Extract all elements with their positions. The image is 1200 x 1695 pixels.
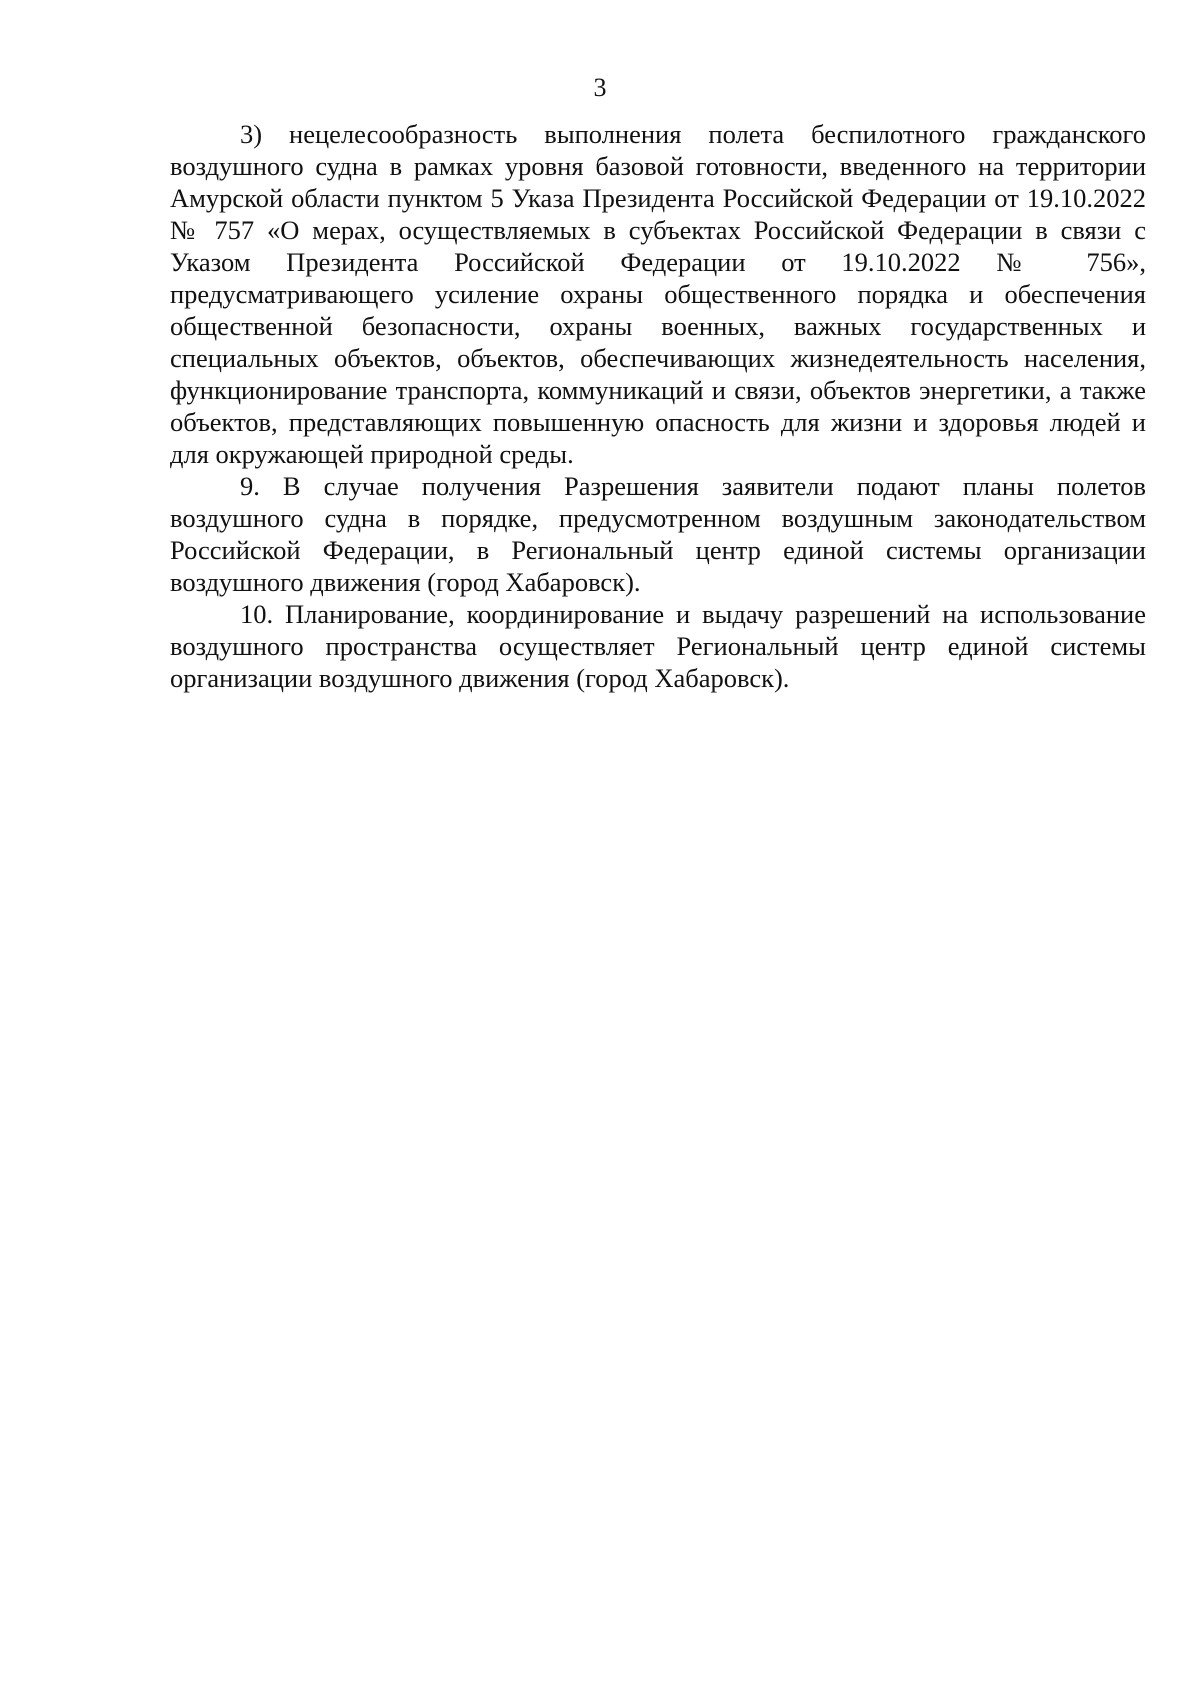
paragraph-item-3: 3) нецелесообразность выполнения полета беспилотного гражданского воздушного судна в рамках уровня базовой готовности, введенного на территории Амурской области пунктом 5 Указа Президента Российской Федерации от 19.10.2022 № 757 «О мерах, осуществляемых в субъектах Российской Федерации в связи с Указом Президента Российской Федерации от 19.10.2022 № 756», предусматривающего усиление охраны общественного порядка и обеспечения общественной безопасности, охраны военных, важных государственных и специальных объектов, объектов, обеспечивающих жизнедеятельность населения, функционирование транспорта, коммуникаций и связи, объектов энергетики, а также объектов, представляющих повышенную опасность для жизни и здоровья людей и для окружающей природной среды.: [170, 119, 1146, 469]
page-number: 3: [593, 73, 607, 102]
paragraph-item-9: 9. В случае получения Разрешения заявители подают планы полетов воздушного судна в порядке, предусмотренном воздушным законодательством Российской Федерации, в Региональный центр единой системы организации воздушного движения (город Хабаровск).: [170, 471, 1146, 597]
paragraph-item-10: 10. Планирование, координирование и выдачу разрешений на использование воздушного пространства осуществляет Региональный центр единой системы организации воздушного движения (город Хабаровск).: [170, 599, 1146, 693]
document-body: [170, 118, 1146, 694]
